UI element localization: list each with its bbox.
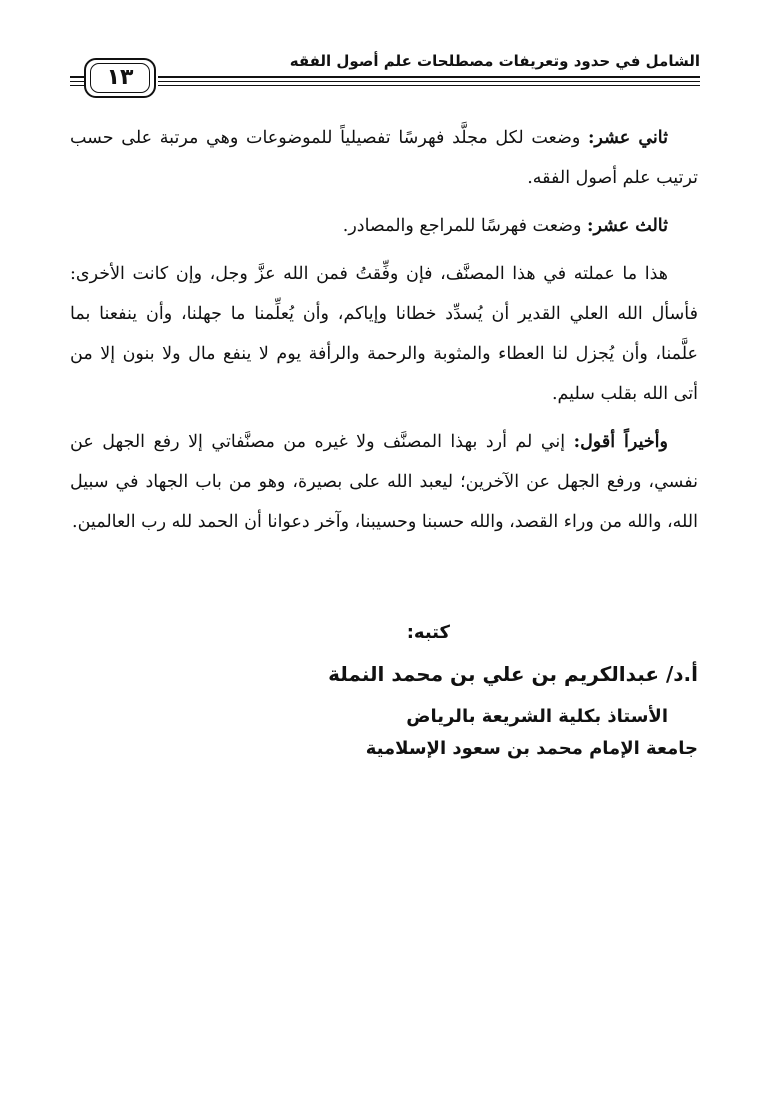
paragraph-text: وضعت لكل مجلَّد فهرسًا تفصيلياً للموضوعات وهي مرتبة على حسب ترتيب علم أصول الفقه. [70, 128, 698, 188]
paragraph-finally [70, 422, 698, 542]
paragraph-lead: ثالث عشر: [587, 216, 668, 236]
paragraph-twelfth [70, 118, 698, 198]
author-position: الأستاذ بكلية الشريعة بالرياض [406, 706, 668, 727]
header-rule [70, 81, 84, 82]
author-university: جامعة الإمام محمد بن سعود الإسلامية [365, 738, 698, 759]
paragraph-lead: ثاني عشر: [587, 128, 669, 148]
signature-written-by: كتبه: [406, 622, 450, 643]
author-name: أ.د/ عبدالكريم بن علي بن محمد النملة [328, 662, 698, 686]
page-number-badge [84, 58, 156, 98]
book-title: الشامل في حدود وتعريفات مصطلحات علم أصول الفقه [289, 52, 700, 70]
running-header [70, 52, 700, 106]
paragraph-closing [70, 254, 698, 414]
page-body [70, 118, 698, 550]
page-number: ١٣ [90, 63, 150, 93]
header-rule [158, 76, 700, 78]
header-rule [70, 85, 84, 86]
paragraph-text: إني لم أرد بهذا المصنَّف ولا غيره من مصنَّفاتي إلا رفع الجهل عن نفسي، ورفع الجهل عن الآخرين؛ ليعبد الله على بصيرة، وهو من باب الجهاد في سبيل الله، والله من وراء القصد، والله حسبنا وحسيبنا، وآخر دعوانا أن الحمد لله رب العالمين. [70, 432, 698, 532]
header-rule [70, 76, 84, 78]
header-rule [158, 81, 700, 82]
paragraph-text: وضعت فهرسًا للمراجع والمصادر. [342, 216, 588, 236]
paragraph-text: هذا ما عملته في هذا المصنَّف، فإن وفِّقتُ فمن الله عزَّ وجل، وإن كانت الأخرى: فأسأل الله العلي القدير أن يُسدِّد خطانا وإياكم، وأن يُعلِّمنا ما جهلنا، وأن ينفعنا بما علَّمنا، وأن يُجزل لنا العطاء والمثوبة والرحمة والرأفة يوم لا ينفع مال ولا بنون إلا من أتى الله بقلب سليم. [70, 264, 698, 404]
header-rule [158, 85, 700, 86]
paragraph-thirteenth [70, 206, 698, 246]
paragraph-lead: وأخيراً أقول: [573, 432, 668, 452]
